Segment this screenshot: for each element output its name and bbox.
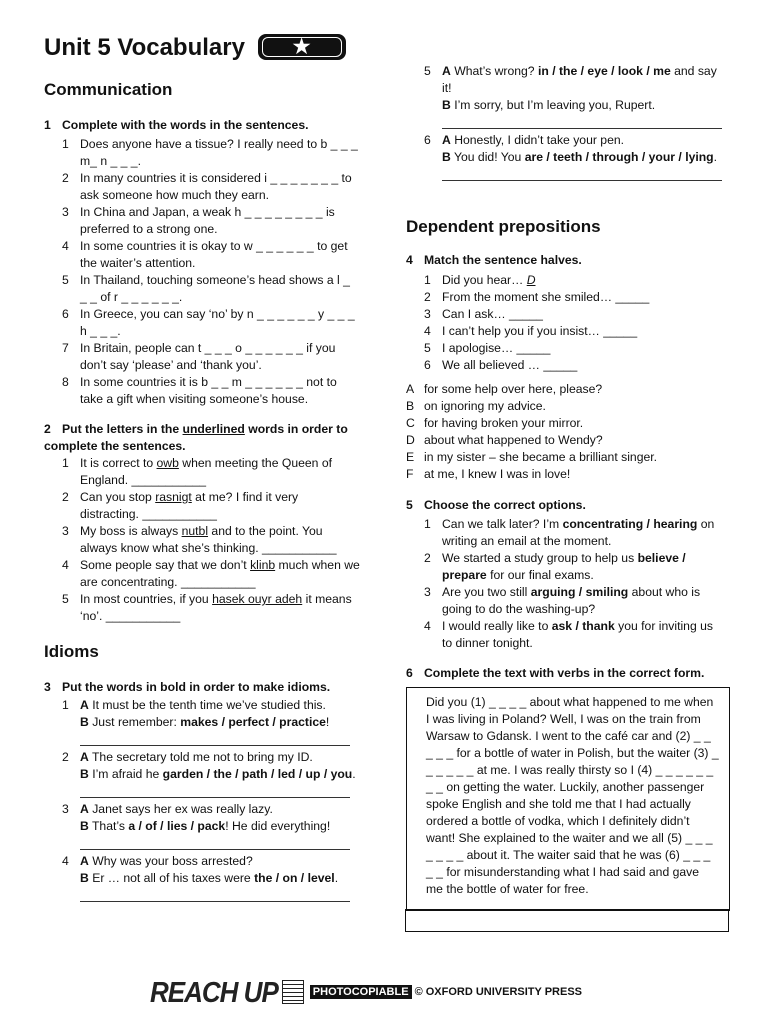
speaker-b-text-pre: Er … not all of his taxes were [92, 871, 255, 885]
match-option [406, 398, 726, 415]
exercise-1-items [44, 136, 360, 408]
item-number: 4 [62, 239, 69, 253]
star-icon: ★ [262, 37, 342, 57]
scrambled-word: nutbl [181, 524, 209, 538]
match-option [406, 415, 726, 432]
item-text: I apologise… _____ [442, 341, 551, 355]
item-text-post: when meeting the Queen of England. ___________ [80, 456, 333, 487]
speaker-b-label: B [80, 767, 89, 781]
speaker-a-text-pre: What’s wrong? [454, 64, 538, 78]
scrambled-idiom: in / the / eye / look / me [537, 64, 671, 78]
option-letter: B [406, 399, 415, 413]
exercise-item [44, 591, 360, 625]
exercise-6-text-box: Did you (1) _ _ _ _ about what happened to me when I was living in Poland? Well, I was on the train from Warsaw to Gdansk. I went to the café car and (2) _ _ _ _ _ for a bottle of water in Polish, but the waiter (3) _ _ _ _ _ _ at me. I was really thirsty so I (4) _ _ _ _ _ _ _ _ on getting the water. Luckily, another passenger spoke English and she told me that I had actually ordered a bottle of vodka, which I definitely didn’t want! She explained to the waiter and we all (5) _ _ _ _ _ _ _ about it. The waiter said that he was (6) _ _ _ _ _ for misunderstanding what I had said and gave me the bottle of water for free. [406, 687, 730, 911]
item-number: 5 [62, 273, 69, 287]
match-option [406, 381, 726, 398]
speaker-b-text-pre: You did! You [453, 150, 525, 164]
dialogue-item [406, 132, 728, 181]
exercise-item [44, 170, 360, 204]
page-title: Unit 5 Vocabulary ★ [44, 34, 346, 62]
scrambled-idiom: the / on / level [254, 871, 335, 885]
item-text-post: about who is going to do the washing-up? [442, 585, 701, 616]
exercise-item [44, 340, 360, 374]
item-text-post: at me? I find it very distracting. ___________ [80, 490, 299, 521]
speaker-a-text: It must be the tenth time we’ve studied this. [92, 698, 326, 712]
answer-line[interactable] [442, 114, 722, 129]
option-text: about what happened to Wendy? [424, 433, 603, 447]
exercise-item [44, 523, 360, 557]
speaker-a-label: A [80, 802, 89, 816]
speaker-b-text-pre: That’s [91, 819, 129, 833]
item-number: 2 [62, 490, 69, 504]
scrambled-word: owb [156, 456, 179, 470]
exercise-3-items-continued [406, 63, 728, 184]
speaker-b-line [442, 149, 728, 166]
exercise-5-instruction: 5 Choose the correct options. [406, 498, 586, 512]
option-text: on ignoring my advice. [424, 399, 546, 413]
item-text: Does anyone have a tissue? I really need to b _ _ _ m_ n _ _ _. [80, 137, 358, 168]
speaker-b-text-post: ! He did everything! [225, 819, 331, 833]
item-text: In some countries it is b _ _ m _ _ _ _ _ _ not to take a gift when visiting someone’s house. [80, 375, 337, 406]
exercise-4-items [406, 272, 726, 374]
answer-line[interactable] [442, 166, 722, 181]
speaker-b-text-pre: Just remember: [92, 715, 181, 729]
item-text-pre: Can you stop [80, 490, 156, 504]
item-number: 2 [62, 171, 69, 185]
item-number: 3 [424, 585, 431, 599]
item-number: 4 [424, 619, 431, 633]
book-icon [282, 980, 304, 1004]
item-number: 1 [62, 456, 69, 470]
publisher-credit: © OXFORD UNIVERSITY PRESS [414, 986, 582, 998]
speaker-b-text-post: . [352, 767, 356, 781]
speaker-b-line [80, 818, 360, 835]
item-number: 3 [62, 524, 69, 538]
speaker-a-label: A [80, 854, 89, 868]
item-number: 4 [62, 558, 69, 572]
item-number: 5 [62, 592, 69, 606]
item-text: In Greece, you can say ‘no’ by n _ _ _ _ _ _ y _ _ _ h _ _ _. [80, 307, 355, 338]
item-number: 1 [424, 517, 431, 531]
speaker-a-line [442, 63, 728, 97]
option-letter: A [406, 382, 415, 396]
item-text-post: much when we are concentrating. ___________ [80, 558, 360, 589]
speaker-b-text-post: . [334, 871, 339, 885]
answer-line[interactable] [80, 887, 350, 902]
exercise-item [44, 557, 360, 591]
item-text-post: and to the point. You always know what she’s thinking. ___________ [80, 524, 337, 555]
item-text-pre: We started a study group to help us [442, 551, 638, 565]
footer [150, 976, 582, 1008]
item-number: 5 [424, 341, 431, 355]
exercise-2-items [44, 455, 360, 625]
answer-line[interactable] [80, 731, 350, 746]
speaker-b-text-post: . [713, 150, 718, 164]
speaker-a-label: A [80, 750, 89, 764]
item-text: In China and Japan, a weak h _ _ _ _ _ _ _ _ is preferred to a strong one. [80, 205, 335, 236]
exercise-item [44, 238, 360, 272]
exercise-6-instruction: 6 Complete the text with verbs in the correct form. [406, 666, 705, 680]
speaker-b-label: B [442, 150, 451, 164]
item-number: 6 [62, 307, 69, 321]
exercise-3-items [44, 697, 360, 905]
option-choices: believe / prepare [442, 551, 686, 582]
item-number: 1 [424, 273, 431, 287]
item-number: 3 [424, 307, 431, 321]
item-number: 3 [62, 205, 69, 219]
speaker-b-label: B [80, 715, 89, 729]
speaker-a-line [80, 801, 360, 818]
item-text-post: you for inviting us to dinner tonight. [442, 619, 713, 650]
speaker-a-label: A [442, 133, 451, 147]
option-choices: arguing / smiling [530, 585, 629, 599]
option-text: for having broken your mirror. [424, 416, 584, 430]
answer-line[interactable] [80, 835, 350, 850]
match-item [406, 323, 726, 340]
speaker-a-text: Why was your boss arrested? [92, 854, 253, 868]
match-option [406, 432, 726, 449]
item-number: 6 [424, 358, 431, 372]
dialogue-item [406, 63, 728, 129]
exercise-3-instruction: 3 Put the words in bold in order to make idioms. [44, 680, 331, 694]
exercise-item [44, 204, 360, 238]
speaker-a-text-post: and say it! [442, 64, 717, 95]
section-heading-idioms: Idioms [44, 642, 99, 661]
item-number: 4 [424, 324, 431, 338]
option-text: in my sister – she became a brilliant singer. [424, 450, 658, 464]
exercise-4-options [406, 381, 726, 483]
dialogue-item [44, 853, 360, 902]
item-number: 5 [424, 64, 431, 78]
item-number: 4 [62, 854, 69, 868]
exercise-item [44, 489, 360, 523]
speaker-a-label: A [80, 698, 89, 712]
item-number: 8 [62, 375, 69, 389]
scrambled-word: hasek ouyr adeh [212, 592, 303, 606]
speaker-a-line [80, 749, 360, 766]
item-number: 2 [424, 290, 431, 304]
exercise-4-instruction: 4 Match the sentence halves. [406, 253, 582, 267]
match-item [406, 272, 726, 289]
item-text: In Thailand, touching someone’s head shows a l _ _ _ of r _ _ _ _ _ _. [80, 273, 350, 304]
photocopiable-label: PHOTOCOPIABLE [310, 985, 412, 999]
match-item [406, 357, 726, 374]
item-number: 2 [424, 551, 431, 565]
speaker-b-line [80, 766, 360, 783]
speaker-a-text-pre: Honestly, I didn’t take your pen. [454, 133, 625, 147]
scrambled-idiom: a / of / lies / pack [128, 819, 226, 833]
item-text-pre: My boss is always [80, 524, 182, 538]
option-letter: F [406, 467, 414, 481]
speaker-b-label: B [80, 871, 89, 885]
dialogue-item [44, 697, 360, 746]
option-choices: concentrating / hearing [562, 517, 698, 531]
match-option [406, 466, 726, 483]
item-number: 6 [424, 133, 431, 147]
scrambled-idiom: are / teeth / through / your / lying [524, 150, 714, 164]
exercise-item [44, 374, 360, 408]
match-item [406, 289, 726, 306]
item-text-pre: Can we talk later? I’m [442, 517, 563, 531]
section-heading-communication: Communication [44, 80, 173, 99]
speaker-a-text: The secretary told me not to bring my ID. [91, 750, 313, 764]
scrambled-word: klinb [250, 558, 276, 572]
item-text: In many countries it is considered i _ _ _ _ _ _ _ to ask someone how much they earn. [80, 171, 352, 202]
speaker-a-line [442, 132, 728, 149]
speaker-a-line [80, 853, 360, 870]
speaker-b-line [80, 714, 360, 731]
item-text: In Britain, people can t _ _ _ o _ _ _ _ _ _ if you don’t say ‘please’ and ‘thank you’. [80, 341, 336, 372]
scrambled-idiom: garden / the / path / led / up / you [162, 767, 353, 781]
match-item [406, 306, 726, 323]
item-text-post: on writing an email at the moment. [442, 517, 715, 548]
option-letter: E [406, 450, 415, 464]
item-number: 1 [62, 698, 69, 712]
speaker-b-line [80, 870, 360, 887]
exercise-item [406, 618, 726, 652]
item-text-post: it means ‘no’. ___________ [80, 592, 352, 623]
speaker-b-text: I’m sorry, but I’m leaving you, Rupert. [454, 98, 656, 112]
dialogue-item [44, 749, 360, 798]
option-text: at me, I knew I was in love! [424, 467, 571, 481]
option-letter: C [406, 416, 415, 430]
item-number: 1 [62, 137, 69, 151]
speaker-a-text: Janet says her ex was really lazy. [92, 802, 273, 816]
option-text: for some help over here, please? [424, 382, 603, 396]
exercise-item [44, 136, 360, 170]
item-text: I can’t help you if you insist… _____ [442, 324, 638, 338]
answer-line[interactable] [80, 783, 350, 798]
exercise-item [44, 306, 360, 340]
item-text-pre: It is correct to [80, 456, 157, 470]
item-text-pre: Are you two still [442, 585, 531, 599]
match-item [406, 340, 726, 357]
speaker-b-text-post: ! [325, 715, 330, 729]
exercise-1-instruction: 1 Complete with the words in the sentences. [44, 118, 309, 132]
speaker-b-label: B [80, 819, 89, 833]
reach-up-logo: REACH UP [150, 974, 278, 1008]
item-text-post: for our final exams. [486, 568, 594, 582]
item-text: From the moment she smiled… _____ [442, 290, 650, 304]
level-star-badge [258, 34, 346, 60]
example-answer: D [526, 273, 536, 287]
exercise-item [406, 516, 726, 550]
answer-box[interactable] [405, 909, 729, 932]
speaker-a-line [80, 697, 360, 714]
item-number: 3 [62, 802, 69, 816]
scrambled-word: rasnigt [155, 490, 192, 504]
section-heading-dependent-prepositions: Dependent prepositions [406, 217, 601, 236]
speaker-b-line [442, 97, 728, 114]
item-text-pre: I would really like to [442, 619, 552, 633]
exercise-2-instruction: 2 Put the letters in the underlined words in order to complete the sentences. [44, 422, 348, 453]
exercise-item [406, 550, 726, 584]
match-option [406, 449, 726, 466]
item-text-pre: In most countries, if you [80, 592, 213, 606]
item-text: In some countries it is okay to w _ _ _ _ _ _ to get the waiter’s attention. [80, 239, 348, 270]
item-text-pre: Some people say that we don’t [80, 558, 251, 572]
option-letter: D [406, 433, 415, 447]
item-text: Can I ask… _____ [442, 307, 543, 321]
scrambled-idiom: makes / perfect / practice [180, 715, 326, 729]
item-text: Did you hear… [442, 273, 527, 287]
option-choices: ask / thank [551, 619, 615, 633]
item-number: 2 [62, 750, 69, 764]
exercise-item [44, 272, 360, 306]
dialogue-item [44, 801, 360, 850]
exercise-5-items [406, 516, 726, 652]
speaker-b-label: B [442, 98, 451, 112]
item-text: We all believed … _____ [442, 358, 578, 372]
item-number: 7 [62, 341, 69, 355]
exercise-item [406, 584, 726, 618]
exercise-item [44, 455, 360, 489]
speaker-b-text-pre: I’m afraid he [92, 767, 163, 781]
speaker-a-label: A [442, 64, 451, 78]
